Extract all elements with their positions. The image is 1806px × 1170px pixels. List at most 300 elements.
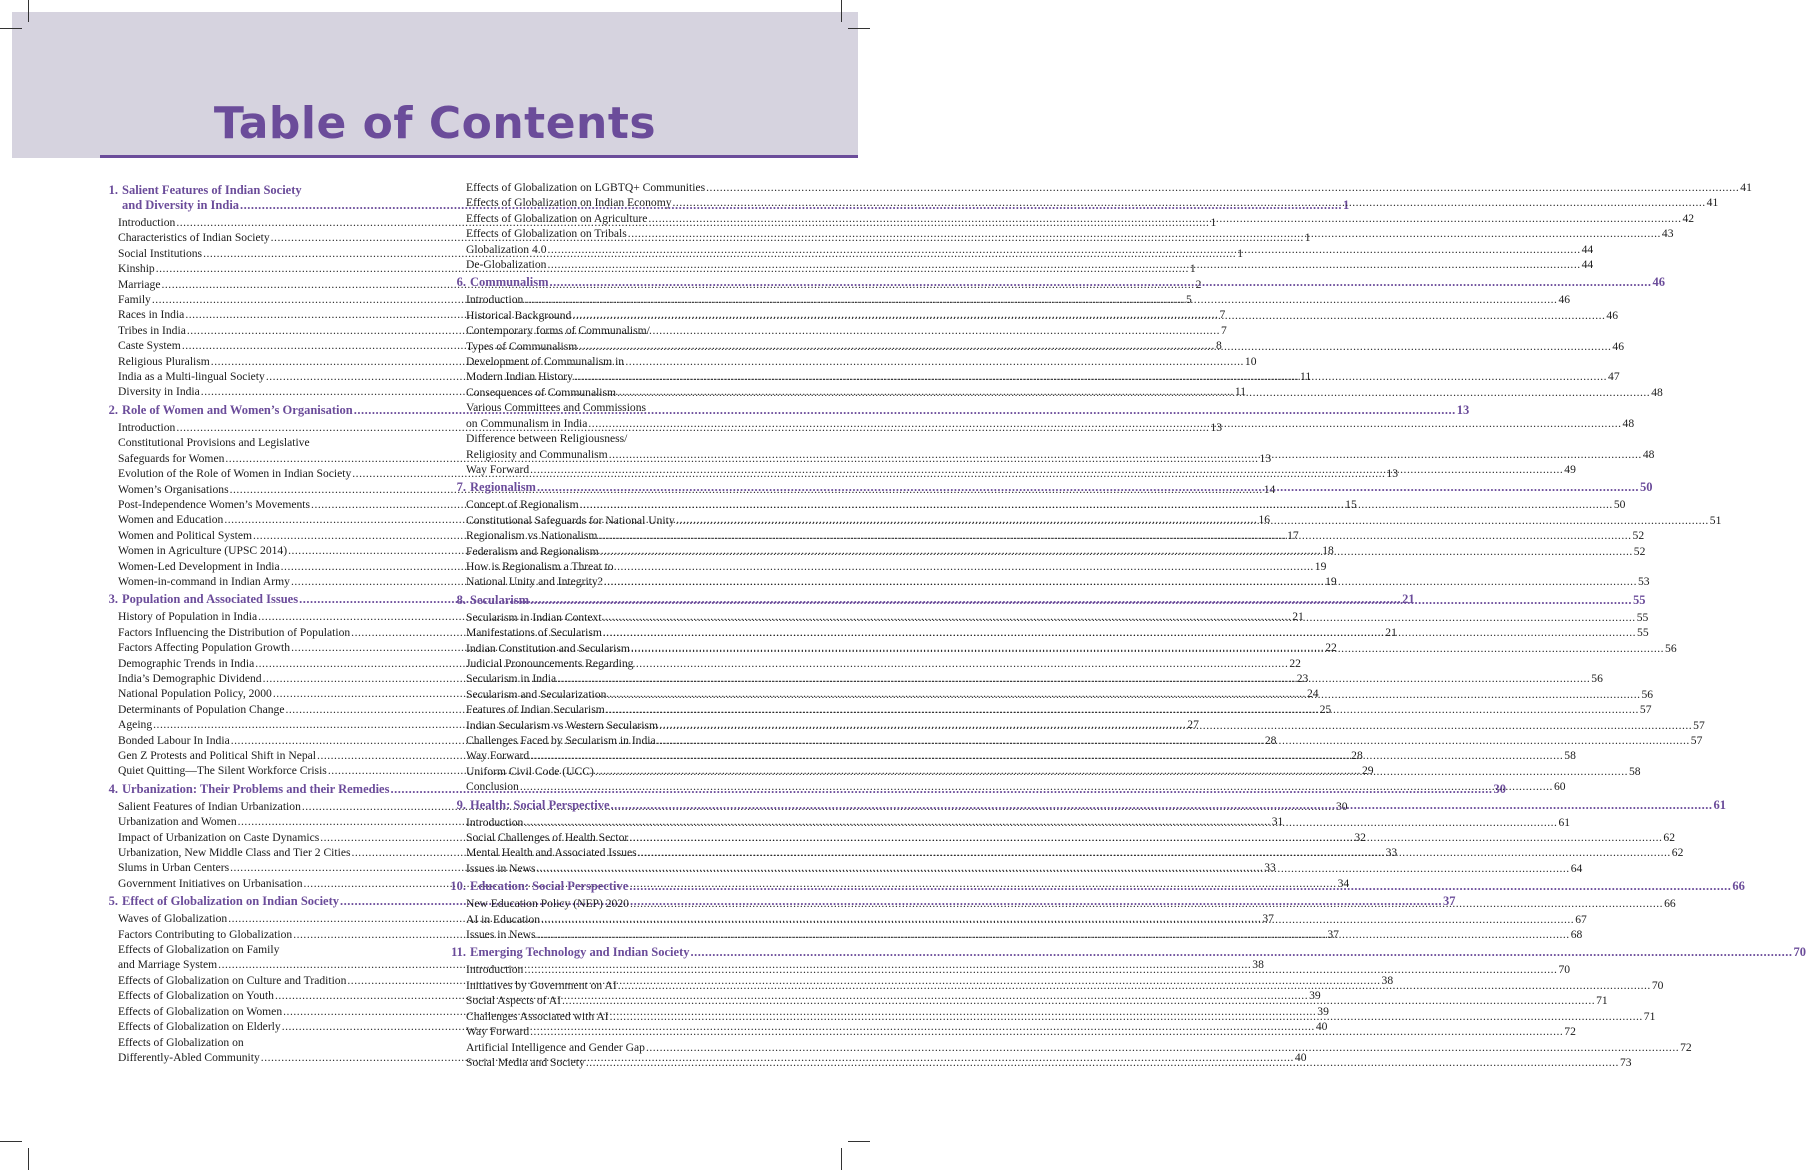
chapter-heading[interactable] [450,945,1806,960]
page-number: 71 [1596,994,1608,1008]
entry-row [466,226,1674,241]
page-title: Table of Contents [213,98,657,149]
page-number: 41 [1740,181,1752,194]
crop-mark [0,28,22,29]
dot-leader [600,544,1633,559]
chapter-number: 11. [451,945,466,960]
page-number: 29 [1361,764,1374,778]
page-number: 13 [1259,451,1272,465]
chapter-body [470,798,1726,813]
chapter-number: 10. [450,879,466,894]
entry-title: Demographic Trends in India [118,656,255,670]
dot-leader [547,257,1580,272]
page-number: 58 [1564,749,1576,763]
page-number: 55 [1636,610,1649,624]
page-number: 66 [1664,897,1676,911]
page-number: 61 [1713,797,1727,812]
page-number: 50 [1639,480,1653,495]
page-number: 32 [1354,830,1366,844]
chapter-body [470,593,1646,608]
toc-entry[interactable] [466,1040,1692,1055]
page-number: 7 [1219,308,1226,322]
chapter-number: 2. [108,402,118,417]
page-number: 72 [1564,1025,1576,1039]
page-number: 24 [1306,687,1319,701]
entry-title: Urbanization and Women [118,815,237,829]
entry-title: Gen Z Protests and Political Shift in Nepal [118,749,317,762]
page-number: 44 [1581,242,1594,256]
chapter-heading[interactable] [450,275,1665,290]
page-number: 22 [1289,656,1301,670]
dot-leader [646,1040,1679,1055]
page-number: 53 [1637,575,1650,589]
chapter-body [470,879,1745,894]
entry-title: Women and Political System [118,528,252,542]
dot-leader [537,480,1639,495]
dot-leader [673,195,1706,210]
chapter-body [470,480,1652,495]
dot-leader [524,962,1557,977]
page-number: 28 [1264,733,1277,747]
chapter-row [470,593,1646,608]
page-number: 37 [1327,927,1339,941]
entry-title: Factors Influencing the Distribution of Population [118,625,351,639]
entry-title: Initiatives by Government on AI [466,978,617,992]
page-number: 55 [1633,592,1646,607]
title-underline [100,155,858,158]
page-number: 46 [1606,308,1619,322]
page-number: 72 [1680,1040,1692,1054]
dot-leader [537,861,1570,876]
page-number: 13 [1210,420,1223,434]
dot-leader [524,292,1557,307]
entry-title: Effects of Globalization on Tribals [466,227,627,241]
page-number: 61 [1558,815,1571,829]
dot-leader [281,559,1314,574]
page-number: 70 [1558,963,1571,977]
page-number: 56 [1665,641,1677,655]
chapter-number: 6. [456,275,466,290]
entry-title: Introduction [466,293,524,307]
page-number: 18 [1322,544,1334,558]
dot-leader [530,748,1563,763]
entry-title: Characteristics of Indian Society [118,231,270,245]
entry-title: Religiosity and Communalism [466,447,608,461]
crop-mark [841,0,842,22]
page-number: 1 [1210,216,1217,229]
entry-title: Safeguards for Women [118,451,225,465]
dot-leader [524,815,1557,830]
page-number: 57 [1639,703,1652,717]
page-number: 71 [1643,1009,1656,1023]
dot-leader [595,764,1628,779]
page-number: 39 [1309,989,1321,1003]
page-number: 42 [1682,211,1695,225]
page-number: 33 [1264,861,1276,875]
entry-title: on Communalism in India [466,416,588,430]
page-number: 52 [1632,529,1645,543]
entry-title: Slums in Urban Centers [118,861,230,875]
toc-entry[interactable] [466,180,1752,195]
page-number: 62 [1663,831,1675,845]
page-number: 48 [1622,416,1635,430]
entry-title: Historical Background [466,308,572,322]
entry-title-line: How is Regionalism a Threat to [466,559,614,573]
dot-leader [586,1055,1619,1070]
entry-title: Evolution of the Role of Women in Indian Society [118,467,352,481]
entry-row [466,242,1594,257]
dot-leader [638,845,1671,860]
page-number: 66 [1732,879,1745,894]
dot-leader [631,641,1664,656]
chapter-row [470,275,1665,290]
entry-title-line: Development of Communalism in [466,355,625,369]
page-number: 64 [1570,861,1583,875]
toc-entry[interactable] [466,242,1594,257]
entry-title: Constitutional Safeguards for National Unity [466,513,675,527]
dot-leader [530,462,1563,477]
entry-row [466,180,1752,195]
chapter-title: Health: Social Perspective [470,797,610,812]
dot-leader [530,593,1632,608]
page-number: 46 [1612,339,1624,353]
page-number: 14 [1263,482,1276,496]
toc-entry[interactable] [466,211,1695,226]
dot-leader [609,447,1642,462]
entry-title: Diversity in India [118,385,200,399]
page-number: 21 [1402,592,1415,607]
entry-title: Introduction [118,420,176,434]
dot-leader [598,528,1631,543]
entry-title: National Population Policy, 2000 [118,687,272,701]
page-number: 31 [1271,815,1284,829]
page-number: 1 [1304,231,1311,245]
entry-title: New Education Policy (NEP) 2020 [466,897,629,911]
page-number: 40 [1294,1050,1307,1064]
entry-title: Indian Constitution and Secularism [466,641,630,655]
entry-title: India’s Demographic Dividend [118,671,262,685]
page-number: 39 [1317,1004,1329,1018]
entry-title: Way Forward [466,1025,530,1039]
entry-title: Tribes in India [118,323,186,337]
page-number: 13 [1386,467,1398,481]
entry-title: Social Challenges of Health Sector [466,831,629,845]
page-number: 5 [1185,293,1192,307]
chapter-row [470,480,1652,495]
dot-leader [574,369,1607,384]
entry-title: Urbanization, New Middle Class and Tier 2 Cities [118,846,351,860]
entry-title: Effects of Globalization on Indian Economy [466,196,672,210]
page-number: 68 [1570,928,1583,942]
chapter-number: 8. [456,592,466,607]
entry-title: Ageing [118,718,153,732]
page-number: 16 [1258,513,1271,527]
page-number: 56 [1641,687,1654,701]
page-number: 8 [1215,339,1222,353]
entry-title: Introduction [466,815,524,829]
entry-title: Concept of Regionalism [466,498,579,512]
page-number: 37 [1443,894,1456,909]
toc-entry[interactable] [466,323,1624,354]
dot-leader [520,779,1553,794]
page-number: 67 [1575,912,1587,926]
chapter-title: Communalism [470,275,549,290]
entry-title: Introduction [466,963,524,977]
dot-leader [603,625,1636,640]
page-number: 33 [1385,846,1398,860]
entry-title: Effects of Globalization on Youth [118,989,274,1003]
page-number: 23 [1296,671,1309,685]
chapter-number: 4. [108,781,118,796]
crop-mark [0,1141,22,1142]
page-number: 48 [1642,447,1655,461]
entry-title: Family [118,293,151,307]
entry-row [466,339,1624,354]
chapter-title: Regionalism [470,480,536,495]
entry-title: Effects of Globalization on Culture and Tradition [118,973,347,987]
entry-title: Bonded Labour In India [118,733,230,747]
entry-title: Factors Affecting Population Growth [118,641,291,655]
crop-mark [841,1148,842,1170]
entry-title: National Unity and Integrity? [466,575,603,589]
page-number: 46 [1652,275,1665,290]
entry-title-line: Judicial Pronouncements Regarding [466,656,634,670]
page-number: 70 [1651,978,1664,992]
page-number: 55 [1637,626,1649,640]
entry-title: Races in India [118,308,185,322]
entry-title: Effects of Globalization on Elderly [118,1020,281,1034]
page-number: 44 [1581,258,1594,272]
dot-leader [706,180,1739,195]
entry-title-line: Effects of Globalization on [118,1035,244,1049]
page-number: 22 [1325,641,1337,655]
chapter-title: Education: Social Perspective [470,879,629,894]
page-number: 49 [1564,462,1576,476]
page-number: 11 [1299,370,1312,384]
entry-title: Government Initiatives on Urbanisation [118,876,303,890]
dot-leader [537,927,1570,942]
page-number: 43 [1661,227,1674,241]
page-number: 58 [1628,764,1641,778]
entry-title: Secularism and Secularization [466,687,607,701]
toc-entry[interactable] [466,257,1594,272]
entry-title: Secularism in Indian Context [466,610,602,624]
page-number: 38 [1381,973,1394,987]
dot-leader [572,308,1605,323]
entry-title: History of Population in India [118,610,258,624]
page-number: 38 [1252,958,1264,972]
entry-row [466,292,1571,307]
entry-title: and Marriage System [118,958,218,972]
page-number: 46 [1558,293,1571,307]
page-number: 2 [1195,277,1202,291]
entry-title: Way Forward [466,749,530,763]
page-number: 1 [1343,198,1350,212]
entry-title: Women-in-command in Indian Army [118,574,290,588]
page-number: 70 [1793,945,1806,960]
page-number: 52 [1633,544,1646,558]
entry-title: Religious Pluralism [118,354,210,368]
dot-leader [562,993,1595,1008]
entry-title: Determinants of Population Change [118,702,285,716]
crop-mark [28,0,29,22]
entry-title: Issues in News [466,861,536,875]
dot-leader [557,671,1590,686]
page-number: 13 [1456,402,1470,417]
entry-title: Regionalism vs Nationalism [466,529,598,543]
entry-title: De-Globalization [466,258,547,272]
chapter-title: Population and Associated Issues [122,592,299,607]
chapter-number: 3. [108,592,118,607]
page-number: 15 [1345,497,1357,511]
dot-leader [549,275,1651,290]
entry-title: Artificial Intelligence and Gender Gap [466,1040,645,1054]
dot-leader [630,896,1663,911]
page-number: 40 [1315,1020,1328,1034]
dot-leader [548,242,1581,257]
chapter-body [470,275,1665,290]
page-number: 21 [1292,610,1304,624]
entry-title: Effects of Globalization on LGBTQ+ Communities [466,181,706,194]
entry-title: Conclusion [466,780,519,794]
entry-title-line: Difference between Religiousness/ [466,432,628,446]
entry-title: Consequences of Communalism [466,385,617,399]
entry-title: Women and Education [118,513,224,527]
entry-row [466,211,1695,226]
toc-entry[interactable] [466,195,1719,210]
entry-title: Features of Indian Secularism [466,703,605,717]
page-number: 57 [1690,734,1703,747]
entry-title: Women in Agriculture (UPSC 2014) [118,544,288,558]
crop-mark [848,1141,870,1142]
entry-title: Effects of Globalization on Agriculture [466,211,648,225]
entry-title: Social Media and Society [466,1055,585,1069]
entry-title: Globalization 4.0 [466,242,547,256]
entry-title: Challenges Faced by Secularism in India [466,734,656,747]
page-number: 21 [1385,625,1397,639]
page-number: 1 [1237,246,1243,260]
entry-title: Quiet Quitting—The Silent Workforce Crisis [118,764,327,778]
toc-entry[interactable] [466,292,1571,307]
chapter-body [470,945,1806,960]
toc-entry[interactable] [466,308,1619,323]
entry-title-line: Constitutional Provisions and Legislative [118,436,310,450]
chapter-title-line: Salient Features of Indian Society [122,183,302,197]
page-number: 7 [1220,323,1227,337]
chapter-number: 9. [456,797,466,812]
page-number: 37 [1262,912,1274,926]
page-number: 56 [1591,672,1603,686]
entry-title: Mental Health and Associated Issues [466,846,637,860]
page-number: 47 [1608,370,1620,384]
dot-leader [691,945,1793,960]
dot-leader [657,733,1690,748]
entry-title: Types of Communalism [466,339,578,353]
chapter-title: Emerging Technology and Indian Society [470,945,690,960]
page-number: 60 [1553,780,1566,794]
entry-title: Issues in News [466,928,536,942]
page-number: 51 [1709,513,1722,527]
entry-title: Marriage [118,277,161,291]
chapter-title: Role of Women and Women’s Organisation [122,402,353,417]
crop-mark [848,28,870,29]
page-number: 30 [1336,799,1348,813]
dot-leader [611,798,1713,813]
page-number: 48 [1651,385,1663,399]
crop-mark [28,1148,29,1170]
dot-leader [648,211,1681,226]
chapter-number: 1. [108,183,118,197]
page-number: 17 [1287,528,1299,542]
page-number: 41 [1706,196,1719,210]
entry-title: Social Aspects of AI [466,994,561,1008]
page-number: 11 [1234,385,1247,399]
page-number: 25 [1319,702,1332,716]
entry-title: Secularism in India [466,672,557,686]
chapter-title: Urbanization: Their Problems and their Remedies [122,781,390,796]
page-number: 10 [1244,354,1257,368]
entry-title: Uniform Civil Code (UCC) [466,764,594,778]
dot-leader [603,610,1636,625]
entry-title-line: Effects of Globalization on Family [118,943,280,957]
entry-title: Factors Contributing to Globalization [118,927,293,941]
entry-row [466,1040,1692,1055]
chapter-title: and Diversity in India [122,198,240,212]
page-number: 62 [1671,846,1684,860]
entry-title: India as a Multi-lingual Society [118,370,265,384]
page-number: 27 [1187,718,1199,732]
entry-title: Challenges Associated with AI [466,1009,609,1023]
entry-title: Manifestations of Secularism [466,626,602,640]
chapter-title: Effect of Globalization on Indian Society [122,894,340,909]
page-number: 34 [1337,876,1350,890]
page-number: 57 [1693,718,1705,732]
entry-title-line: Various Committees and Commissions [466,401,647,415]
page-number: 1 [1189,262,1196,276]
dot-leader [629,879,1731,894]
entry-title: Effects of Globalization on Women [118,1004,283,1018]
page-number: 19 [1325,574,1337,588]
entry-row [466,308,1619,323]
entry-title: Women’s Organisations [118,482,229,496]
entry-title: Differently-Abled Community [118,1050,260,1064]
dot-leader [617,385,1650,400]
dot-leader [607,687,1640,702]
dot-leader [629,830,1662,845]
dot-leader [588,416,1621,431]
entry-title: Federalism and Regionalism [466,544,599,558]
dot-leader [604,574,1637,589]
entry-title: Waves of Globalization [118,912,228,926]
entry-title: Salient Features of Indian Urbanization [118,799,301,813]
chapter-row [470,879,1745,894]
dot-leader [659,718,1692,733]
entry-title: Modern Indian History [466,370,573,384]
dot-leader [676,513,1709,528]
page-number: 73 [1619,1055,1632,1069]
chapter-number: 7. [456,480,466,495]
toc-entry[interactable] [466,226,1674,241]
entry-title: Social Institutions [118,246,203,260]
entry-title: Impact of Urbanization on Caste Dynamics [118,830,320,844]
chapter-title: Secularism [470,592,530,607]
entry-title: Kinship [118,262,155,276]
entry-title: Indian Secularism vs Western Secularism [466,718,659,732]
entry-title: Introduction [118,216,176,229]
entry-title: AI in Education [466,912,541,926]
dot-leader [541,912,1574,927]
dot-leader [618,978,1651,993]
